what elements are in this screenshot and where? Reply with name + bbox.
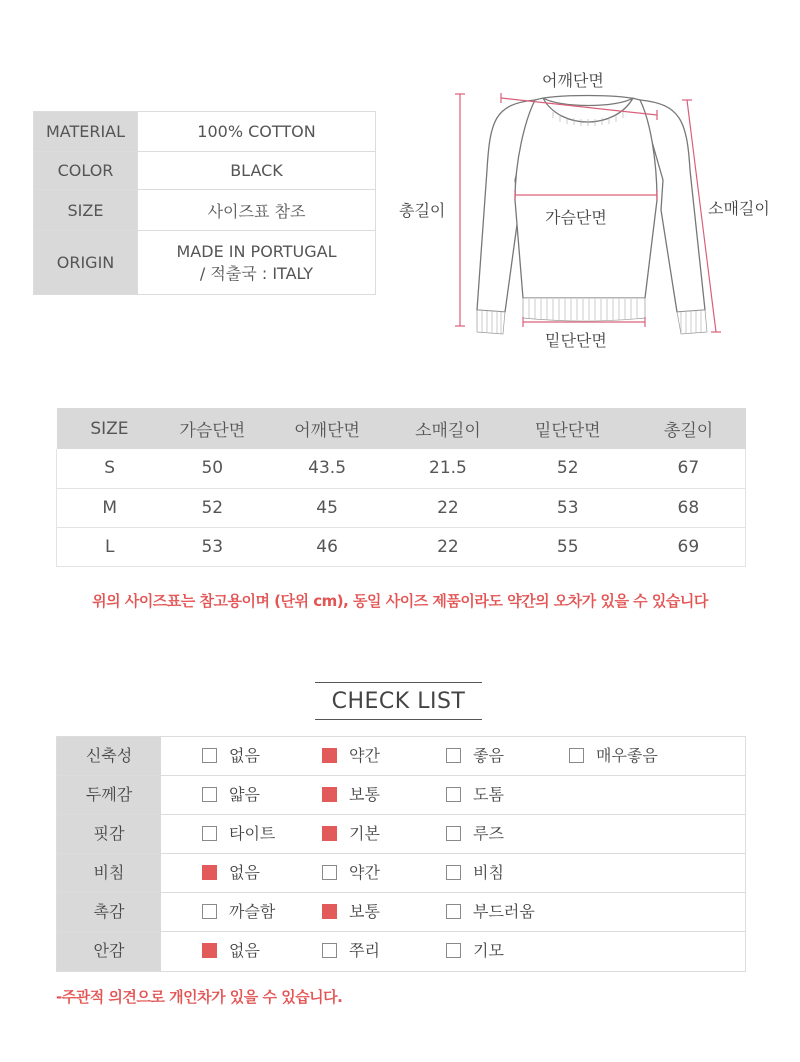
size-cell: 45 bbox=[262, 488, 392, 527]
checklist-option bbox=[202, 815, 275, 853]
checklist-label: 촉감 bbox=[57, 893, 161, 931]
checklist-option bbox=[202, 932, 260, 970]
checklist-label: 핏감 bbox=[57, 815, 161, 853]
checklist-option bbox=[202, 737, 260, 775]
size-cell: 50 bbox=[162, 449, 262, 488]
checklist-row bbox=[57, 893, 745, 932]
size-cell: 52 bbox=[504, 449, 632, 488]
checkbox-checked bbox=[322, 787, 337, 802]
checklist-option-label: 기모 bbox=[473, 941, 504, 960]
checklist-option-label: 얇음 bbox=[229, 785, 260, 804]
size-cell: 52 bbox=[162, 488, 262, 527]
checklist-option bbox=[569, 737, 658, 775]
size-cell: 21.5 bbox=[392, 449, 504, 488]
spec-table bbox=[33, 111, 376, 295]
spec-row-color bbox=[34, 152, 376, 190]
spec-key: SIZE bbox=[34, 190, 138, 231]
checklist-label: 신축성 bbox=[57, 737, 161, 775]
label-sleeve: 소매길이 bbox=[708, 196, 770, 219]
checklist-option-label: 없음 bbox=[229, 746, 260, 765]
checklist-option bbox=[202, 776, 260, 814]
checkbox-unchecked bbox=[569, 748, 584, 763]
checkbox-unchecked bbox=[202, 748, 217, 763]
checklist-option bbox=[322, 737, 380, 775]
checkbox-unchecked bbox=[446, 904, 461, 919]
checklist-option bbox=[322, 776, 380, 814]
origin-line-1: MADE IN PORTUGAL bbox=[176, 241, 337, 261]
checklist-option-label: 루즈 bbox=[473, 824, 504, 843]
spec-value: 사이즈표 참조 bbox=[138, 190, 376, 231]
size-header: 총길이 bbox=[632, 408, 746, 449]
size-cell: 22 bbox=[392, 488, 504, 527]
checkbox-checked bbox=[202, 865, 217, 880]
checklist-option-label: 보통 bbox=[349, 785, 380, 804]
size-cell: 53 bbox=[162, 527, 262, 566]
checkbox-unchecked bbox=[446, 787, 461, 802]
checklist-option-label: 좋음 bbox=[473, 746, 504, 765]
checklist-option-label: 약간 bbox=[349, 863, 380, 882]
checklist-title: CHECK LIST bbox=[315, 682, 482, 720]
size-header-row bbox=[57, 408, 746, 449]
label-chest: 가슴단면 bbox=[545, 205, 607, 228]
checkbox-checked bbox=[202, 943, 217, 958]
checklist-label: 비침 bbox=[57, 854, 161, 892]
sweater-measure-diagram bbox=[395, 60, 790, 360]
checklist-option-label: 약간 bbox=[349, 746, 380, 765]
size-header: 어깨단면 bbox=[262, 408, 392, 449]
size-cell: 68 bbox=[632, 488, 746, 527]
checklist-option-label: 쭈리 bbox=[349, 941, 380, 960]
checklist-option bbox=[322, 854, 380, 892]
checklist-option-label: 매우좋음 bbox=[596, 746, 658, 765]
checkbox-unchecked bbox=[322, 865, 337, 880]
checklist-option bbox=[446, 737, 504, 775]
checklist-option-label: 부드러움 bbox=[473, 902, 535, 921]
size-cell: L bbox=[57, 527, 163, 566]
checklist-option bbox=[446, 815, 504, 853]
size-cell: 55 bbox=[504, 527, 632, 566]
checklist-row bbox=[57, 815, 745, 854]
spec-row-material bbox=[34, 112, 376, 152]
checklist-option-label: 비침 bbox=[473, 863, 504, 882]
size-cell: S bbox=[57, 449, 163, 488]
label-hem: 밑단단면 bbox=[545, 328, 607, 351]
size-note: 위의 사이즈표는 참고용이며 (단위 cm), 동일 사이즈 제품이라도 약간의 오차가 있을 수 있습니다 bbox=[92, 592, 708, 610]
checklist-option-label: 타이트 bbox=[229, 824, 276, 843]
checkbox-unchecked bbox=[446, 748, 461, 763]
checkbox-checked bbox=[322, 826, 337, 841]
checklist-row bbox=[57, 854, 745, 893]
size-header: 가슴단면 bbox=[162, 408, 262, 449]
checklist-option-label: 도톰 bbox=[473, 785, 504, 804]
checklist-label: 두께감 bbox=[57, 776, 161, 814]
table-row bbox=[57, 488, 746, 527]
spec-value: BLACK bbox=[138, 152, 376, 190]
checklist-row bbox=[57, 932, 745, 971]
checklist-option bbox=[446, 932, 504, 970]
checklist-row bbox=[57, 776, 745, 815]
spec-value: 100% COTTON bbox=[138, 112, 376, 152]
checklist-option bbox=[322, 932, 380, 970]
checklist-option-label: 없음 bbox=[229, 941, 260, 960]
checkbox-unchecked bbox=[446, 865, 461, 880]
checklist-option bbox=[202, 854, 260, 892]
checkbox-unchecked bbox=[202, 826, 217, 841]
size-header: 밑단단면 bbox=[504, 408, 632, 449]
checkbox-checked bbox=[322, 748, 337, 763]
checkbox-unchecked bbox=[322, 943, 337, 958]
checkbox-unchecked bbox=[202, 787, 217, 802]
spec-key: MATERIAL bbox=[34, 112, 138, 152]
checklist-option-label: 기본 bbox=[349, 824, 380, 843]
label-total-length: 총길이 bbox=[399, 198, 445, 221]
checklist-table bbox=[56, 736, 746, 972]
size-cell: 67 bbox=[632, 449, 746, 488]
table-row bbox=[57, 527, 746, 566]
checklist-note: -주관적 의견으로 개인차가 있을 수 있습니다. bbox=[56, 988, 343, 1006]
size-header: 소매길이 bbox=[392, 408, 504, 449]
spec-value bbox=[138, 231, 376, 295]
size-cell: 53 bbox=[504, 488, 632, 527]
size-header: SIZE bbox=[57, 408, 163, 449]
checklist-option-label: 까슬함 bbox=[229, 902, 276, 921]
checklist-label: 안감 bbox=[57, 932, 161, 971]
spec-row-size bbox=[34, 190, 376, 231]
size-cell: M bbox=[57, 488, 163, 527]
table-row bbox=[57, 449, 746, 488]
checklist-option bbox=[202, 893, 275, 931]
checkbox-unchecked bbox=[202, 904, 217, 919]
checklist-option bbox=[322, 893, 380, 931]
size-cell: 69 bbox=[632, 527, 746, 566]
checklist-option-label: 보통 bbox=[349, 902, 380, 921]
checklist-option bbox=[446, 893, 535, 931]
size-cell: 43.5 bbox=[262, 449, 392, 488]
checklist-option bbox=[446, 776, 504, 814]
checklist-row bbox=[57, 737, 745, 776]
checkbox-unchecked bbox=[446, 943, 461, 958]
spec-row-origin bbox=[34, 231, 376, 295]
spec-key: COLOR bbox=[34, 152, 138, 190]
label-shoulder: 어깨단면 bbox=[542, 68, 604, 91]
origin-line-2: / 적출국 : ITALY bbox=[199, 263, 314, 283]
checkbox-unchecked bbox=[446, 826, 461, 841]
checklist-option-label: 없음 bbox=[229, 863, 260, 882]
checklist-option bbox=[446, 854, 504, 892]
checklist-option bbox=[322, 815, 380, 853]
checkbox-checked bbox=[322, 904, 337, 919]
size-table bbox=[56, 408, 746, 567]
size-cell: 22 bbox=[392, 527, 504, 566]
spec-key: ORIGIN bbox=[34, 231, 138, 295]
size-cell: 46 bbox=[262, 527, 392, 566]
